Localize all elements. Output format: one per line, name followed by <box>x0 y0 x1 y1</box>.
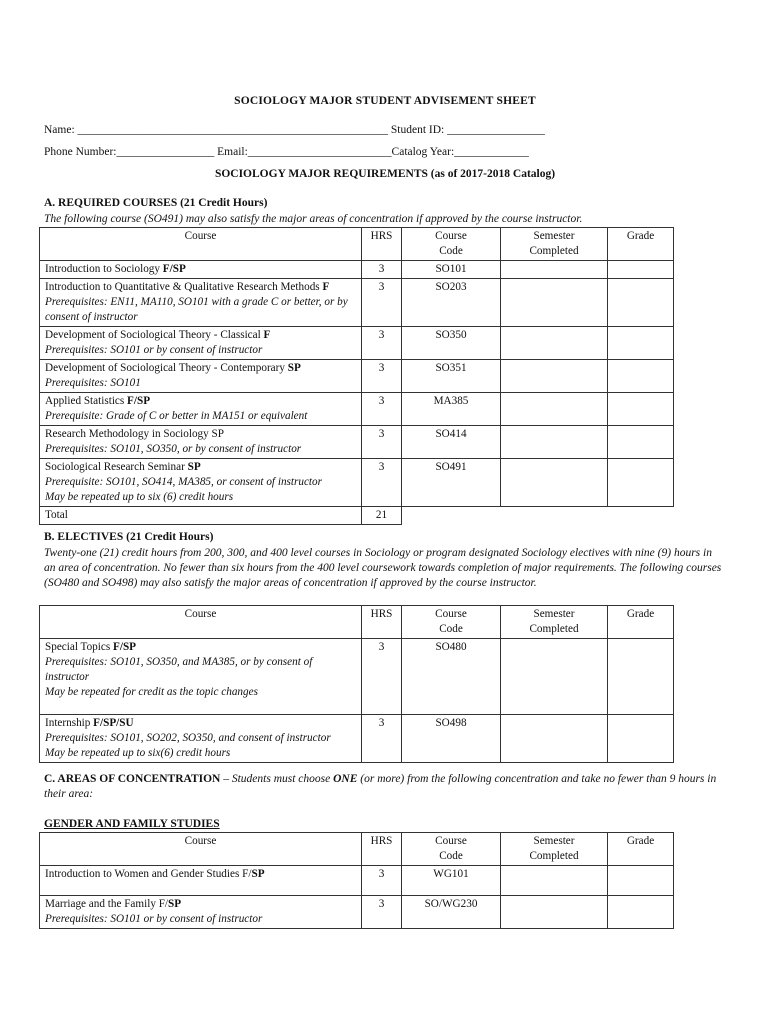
empty-cell <box>608 507 674 525</box>
empty-cell <box>402 507 501 525</box>
hrs-cell: 3 <box>362 279 402 327</box>
semester-header: Semester Completed <box>501 833 608 866</box>
grade-cell <box>608 715 674 763</box>
hrs-header: HRS <box>362 833 402 866</box>
code-cell: SO491 <box>402 459 501 507</box>
section-c-heading: C. AREAS OF CONCENTRATION – Students must choose ONE (or more) from the following concentration and take no fewer than 9 hours in their area: <box>44 773 717 800</box>
course-cell: Introduction to Women and Gender Studies F/SP <box>40 866 362 896</box>
grade-cell <box>608 866 674 896</box>
semester-cell <box>501 639 608 715</box>
semester-cell <box>501 360 608 393</box>
table-row <box>40 459 674 507</box>
semester-cell <box>501 715 608 763</box>
hrs-cell: 3 <box>362 393 402 426</box>
course-header: Course <box>40 833 362 866</box>
semester-cell <box>501 327 608 360</box>
table-row <box>40 279 674 327</box>
semester-cell <box>501 459 608 507</box>
code-cell: SO414 <box>402 426 501 459</box>
course-cell: Internship F/SP/SU Prerequisites: SO101, SO202, SO350, and consent of instructor May be repeated up to six(6) credit hours <box>40 715 362 763</box>
table-row <box>40 327 674 360</box>
code-cell: MA385 <box>402 393 501 426</box>
table-row <box>40 896 674 929</box>
hrs-cell: 3 <box>362 360 402 393</box>
concentration-subheading: GENDER AND FAMILY STUDIES <box>44 818 220 830</box>
grade-cell <box>608 327 674 360</box>
code-cell: SO480 <box>402 639 501 715</box>
grade-cell <box>608 639 674 715</box>
code-cell: SO350 <box>402 327 501 360</box>
table-row <box>40 639 674 715</box>
table-header-row <box>40 606 674 639</box>
hrs-cell: 3 <box>362 459 402 507</box>
table-row <box>40 866 674 896</box>
hrs-cell: 3 <box>362 426 402 459</box>
page-title: SOCIOLOGY MAJOR STUDENT ADVISEMENT SHEET <box>234 95 536 107</box>
course-cell: Development of Sociological Theory - Contemporary SP Prerequisites: SO101 <box>40 360 362 393</box>
table-row <box>40 715 674 763</box>
hrs-cell: 3 <box>362 896 402 929</box>
code-cell: SO498 <box>402 715 501 763</box>
course-cell: Special Topics F/SP Prerequisites: SO101, SO350, and MA385, or by consent of instructor May be repeated for credit as the topic changes <box>40 639 362 715</box>
grade-cell <box>608 360 674 393</box>
semester-header: Semester Completed <box>501 228 608 261</box>
semester-cell <box>501 866 608 896</box>
course-cell: Applied Statistics F/SP Prerequisite: Grade of C or better in MA151 or equivalent <box>40 393 362 426</box>
code-cell: WG101 <box>402 866 501 896</box>
total-hrs: 21 <box>362 507 402 525</box>
course-cell: Development of Sociological Theory - Classical F Prerequisites: SO101 or by consent of instructor <box>40 327 362 360</box>
table-row <box>40 426 674 459</box>
grade-header: Grade <box>608 228 674 261</box>
code-cell: SO101 <box>402 261 501 279</box>
hrs-cell: 3 <box>362 327 402 360</box>
course-cell: Sociological Research Seminar SP Prerequisite: SO101, SO414, MA385, or consent of instructor May be repeated up to six (6) credit hours <box>40 459 362 507</box>
semester-cell <box>501 426 608 459</box>
code-header: Course Code <box>402 606 501 639</box>
phone-email-catalog-line: Phone Number:_________________ Email:_________________________Catalog Year:_____________ <box>44 146 529 158</box>
table-row <box>40 360 674 393</box>
grade-cell <box>608 426 674 459</box>
course-cell: Research Methodology in Sociology SP Prerequisites: SO101, SO350, or by consent of instructor <box>40 426 362 459</box>
section-a-note: The following course (SO491) may also satisfy the major areas of concentration if approved by the course instructor. <box>44 213 583 225</box>
course-header: Course <box>40 228 362 261</box>
hrs-cell: 3 <box>362 639 402 715</box>
code-cell: SO203 <box>402 279 501 327</box>
course-cell: Introduction to Sociology F/SP <box>40 261 362 279</box>
section-b-heading: B. ELECTIVES (21 Credit Hours) <box>44 531 214 543</box>
section-a-heading: A. REQUIRED COURSES (21 Credit Hours) <box>44 197 268 209</box>
electives-table <box>39 605 674 763</box>
table-header-row <box>40 228 674 261</box>
grade-cell <box>608 459 674 507</box>
code-header: Course Code <box>402 833 501 866</box>
grade-header: Grade <box>608 833 674 866</box>
required-courses-table <box>39 227 674 525</box>
hrs-header: HRS <box>362 606 402 639</box>
course-cell: Marriage and the Family F/SP Prerequisites: SO101 or by consent of instructor <box>40 896 362 929</box>
semester-header: Semester Completed <box>501 606 608 639</box>
section-b-note: Twenty-one (21) credit hours from 200, 300, and 400 level courses in Sociology or program designated Sociology electives with nine (9) hours in an area of concentration. No fewer than six hours from the 400 level coursework towards completion of major requirements. The following courses (SO480 and SO498) may also satisfy the major areas of concentration if approved by the course instructor. <box>44 547 722 589</box>
concentration-table <box>39 832 674 929</box>
code-cell: SO351 <box>402 360 501 393</box>
total-label: Total <box>40 507 362 525</box>
semester-cell <box>501 393 608 426</box>
code-cell: SO/WG230 <box>402 896 501 929</box>
course-header: Course <box>40 606 362 639</box>
requirements-title: SOCIOLOGY MAJOR REQUIREMENTS (as of 2017-2018 Catalog) <box>214 168 556 180</box>
table-row <box>40 261 674 279</box>
grade-cell <box>608 393 674 426</box>
table-row <box>40 393 674 426</box>
grade-cell <box>608 261 674 279</box>
semester-cell <box>501 896 608 929</box>
table-header-row <box>40 833 674 866</box>
name-student-id-line: Name: ______________________________________________________ Student ID: _________________ <box>44 124 545 136</box>
empty-cell <box>501 507 608 525</box>
grade-cell <box>608 896 674 929</box>
total-row <box>40 507 674 525</box>
semester-cell <box>501 261 608 279</box>
grade-cell <box>608 279 674 327</box>
grade-header: Grade <box>608 606 674 639</box>
hrs-cell: 3 <box>362 261 402 279</box>
hrs-cell: 3 <box>362 866 402 896</box>
hrs-header: HRS <box>362 228 402 261</box>
course-cell: Introduction to Quantitative & Qualitative Research Methods F Prerequisites: EN11, MA110, SO101 with a grade C or better, or by consent of instructor <box>40 279 362 327</box>
semester-cell <box>501 279 608 327</box>
hrs-cell: 3 <box>362 715 402 763</box>
code-header: Course Code <box>402 228 501 261</box>
